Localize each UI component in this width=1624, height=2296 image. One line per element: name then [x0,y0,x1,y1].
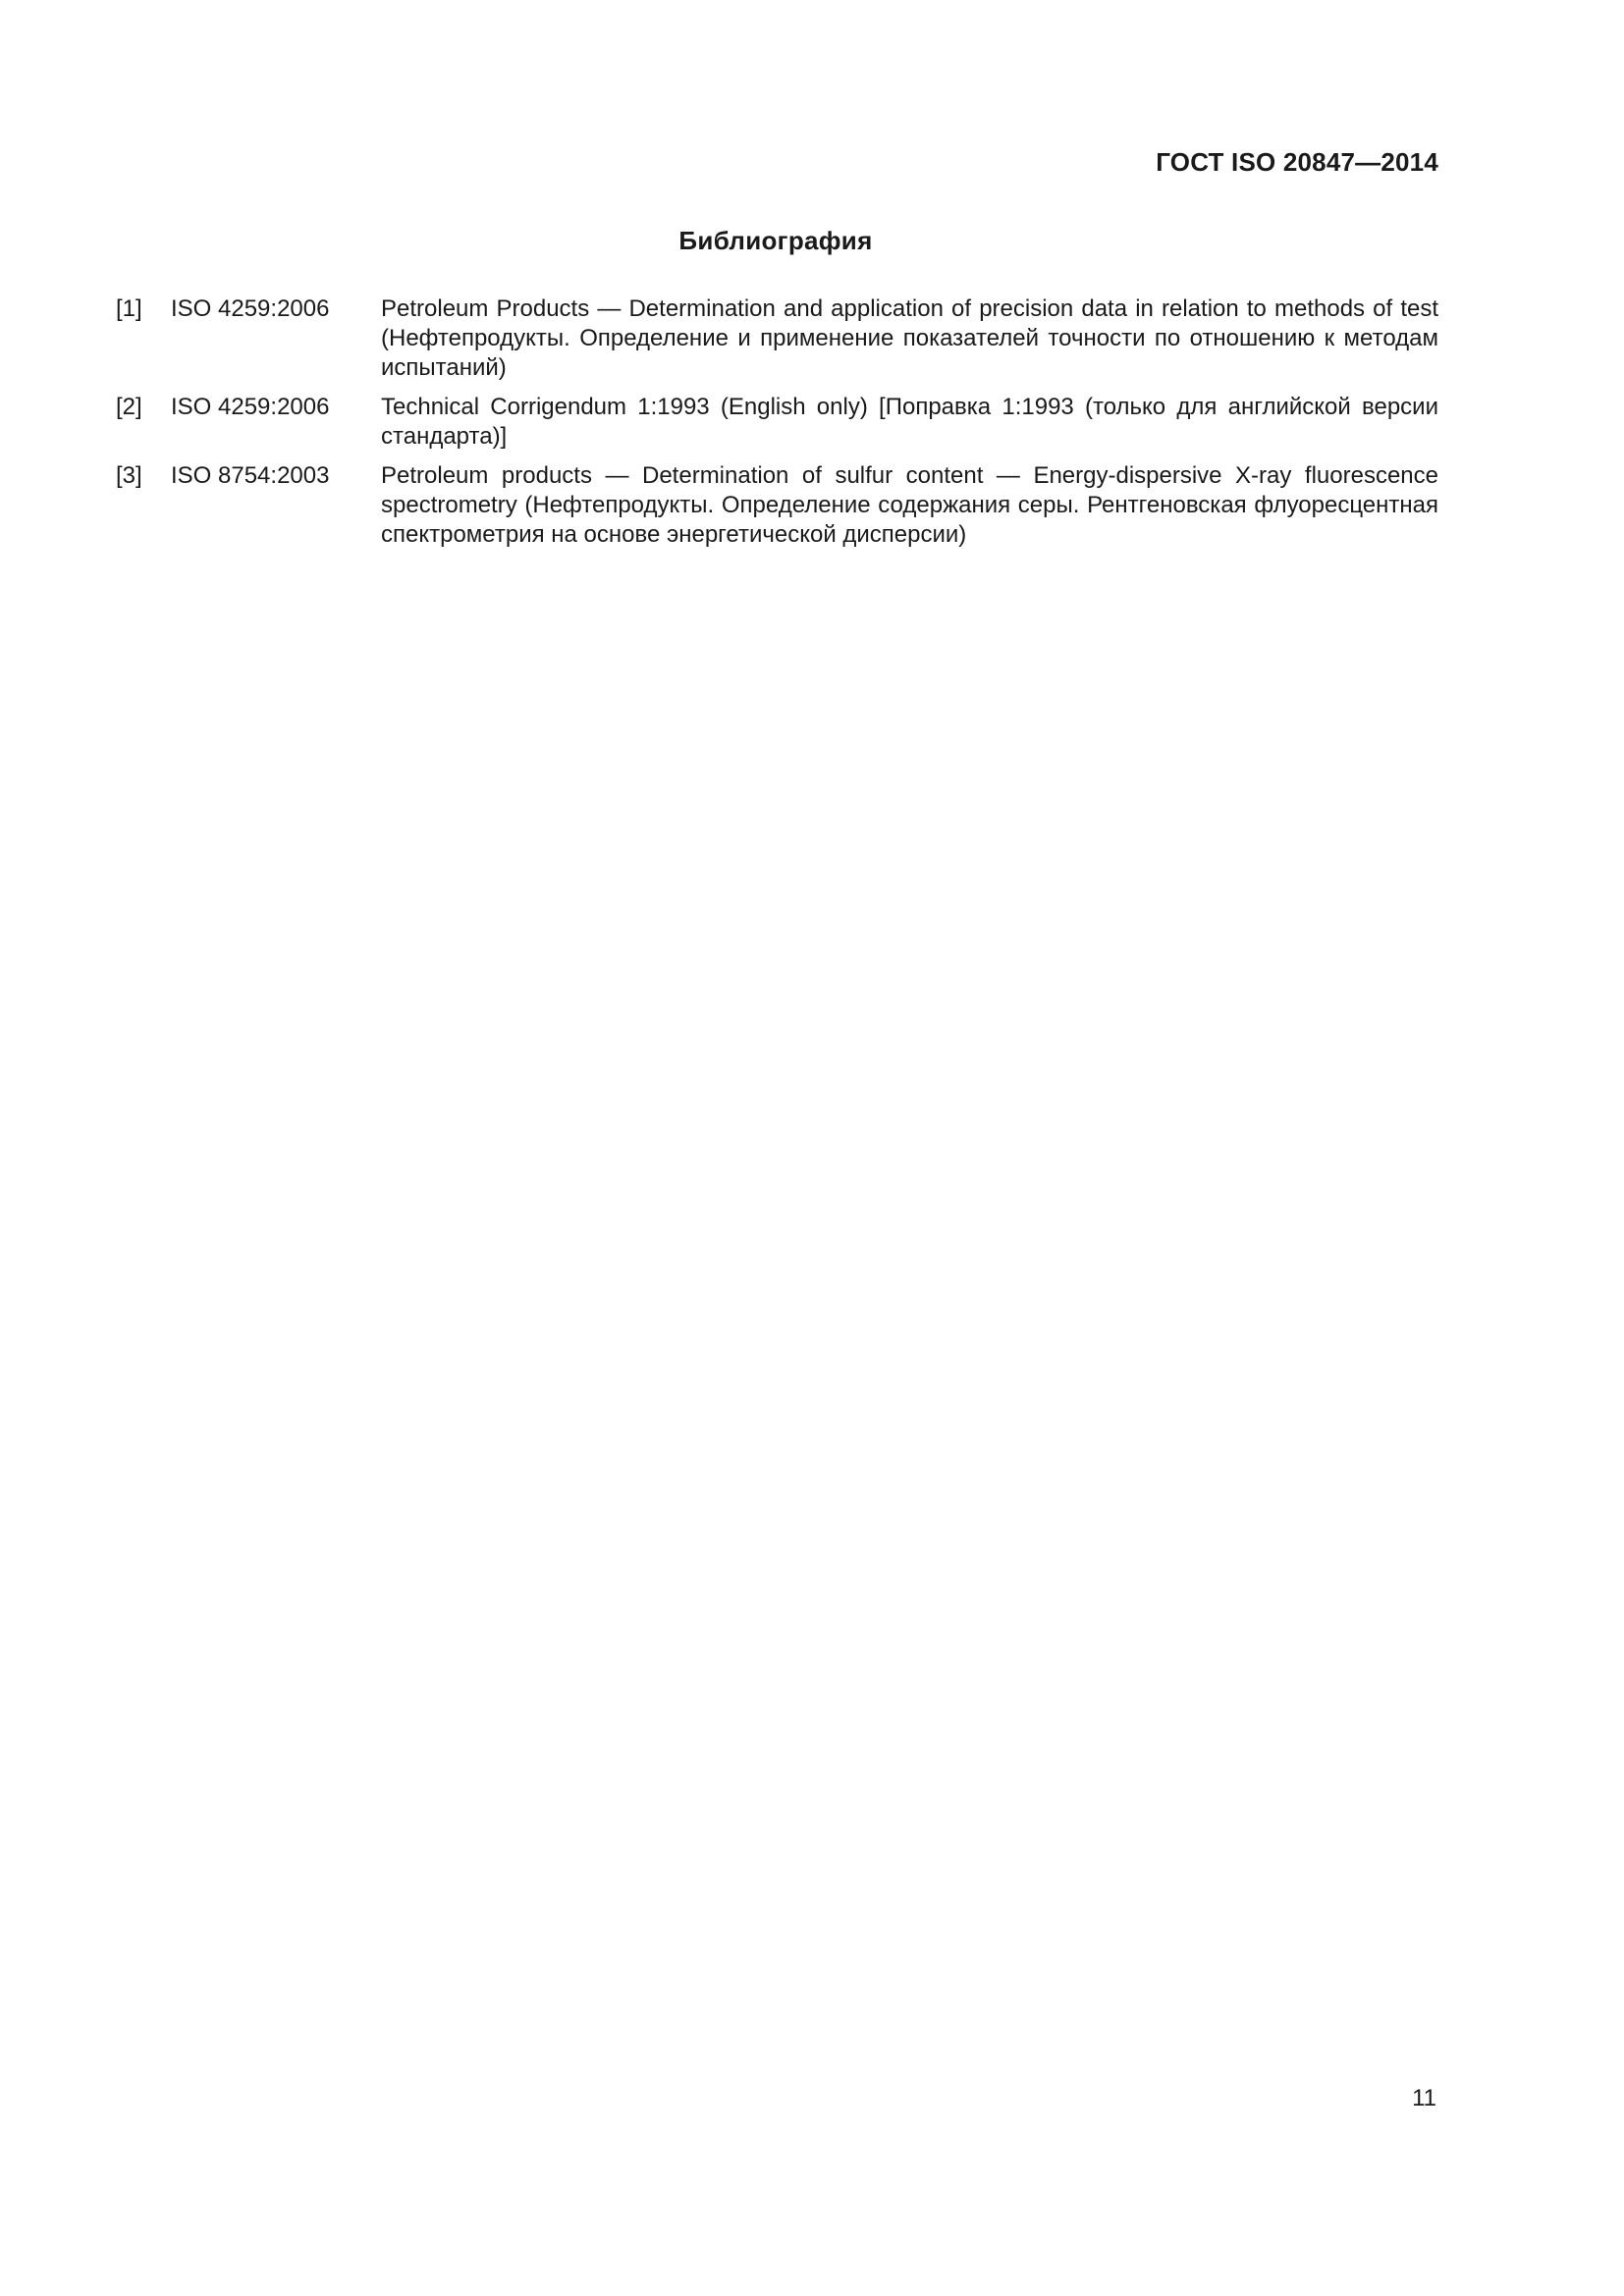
entry-standard: ISO 4259:2006 [171,295,330,322]
entry-number: [1] [116,295,142,322]
page-number: 11 [1412,2085,1436,2111]
entry-number: [3] [116,462,142,489]
entry-title: Technical Corrigendum 1:1993 (English only) [Поправка 1:1993 (только для английской версии стандарта)] [381,394,1438,450]
bibliography-entry [116,294,1438,383]
section-title: Библиография [678,226,873,255]
bibliography-entry [116,461,1438,550]
document-code: ГОСТ ISO 20847—2014 [1156,147,1438,177]
entry-title: Petroleum Products — Determination and application of precision data in relation to methods of test (Нефтепродукты. Определение и применение показателей точности по отношению к методам испытаний) [381,295,1438,381]
bibliography-list [116,294,1438,560]
entry-number: [2] [116,394,142,420]
entry-standard: ISO 8754:2003 [171,462,330,489]
bibliography-entry [116,393,1438,452]
entry-standard: ISO 4259:2006 [171,394,330,420]
entry-title: Petroleum products — Determination of sulfur content — Energy-dispersive X-ray fluorescence spectrometry (Нефтепродукты. Определение содержания серы. Рентгеновская флуоресцентная спектрометрия на основе энергетической дисперсии) [381,462,1438,548]
